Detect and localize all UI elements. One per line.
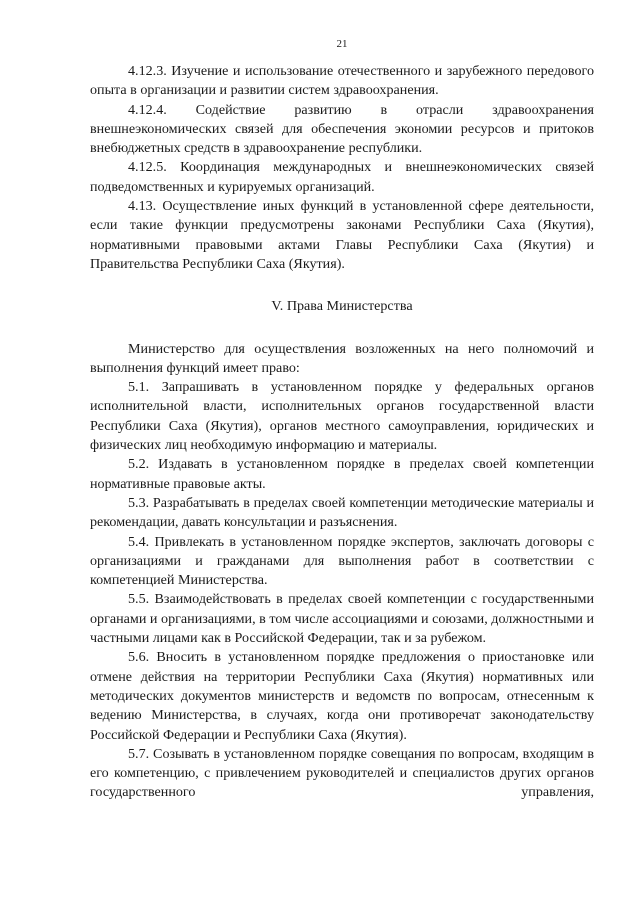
paragraph-4-12-5: 4.12.5. Координация международных и внешнеэкономических связей подведомственных и курируемых организаций. xyxy=(90,159,594,195)
paragraph-5-7: 5.7. Созывать в установленном порядке совещания по вопросам, входящим в его компетенцию, с привлечением руководителей и специалистов других органов государственного управления, xyxy=(90,745,594,801)
paragraph-5-4: 5.4. Привлекать в установленном порядке экспертов, заключать договоры с организациями и гражданами для выполнения работ в соответствии с компетенцией Министерства. xyxy=(90,533,594,589)
paragraph-5-5: 5.5. Взаимодействовать в пределах своей компетенции с государственными органами и организациями, в том числе ассоциациями и союзами, должностными и частными лицами как в Российской Федерации, так и за рубежом. xyxy=(90,591,594,647)
paragraph-intro: Министерство для осуществления возложенных на него полномочий и выполнения функций имеет право: xyxy=(90,340,594,376)
section-heading: V. Права Министерства xyxy=(271,298,413,315)
paragraph-5-3: 5.3. Разрабатывать в пределах своей компетенции методические материалы и рекомендации, давать консультации и разъяснения. xyxy=(90,494,594,531)
page-number: 21 xyxy=(336,38,348,50)
paragraph-4-13: 4.13. Осуществление иных функций в установленной сфере деятельности, если такие функции предусмотрены законами Республики Саха (Якутия), нормативными правовыми актами Главы Республики Саха (Якутия) и Правительства Республики Саха (Якутия). xyxy=(90,198,594,272)
paragraph-5-1: 5.1. Запрашивать в установленном порядке у федеральных органов исполнительной власти, исполнительных органов государственной власти Республики Саха (Якутия), органов местного самоуправления, юридических и физических лиц необходимую информацию и материалы. xyxy=(90,379,594,454)
paragraph-5-2: 5.2. Издавать в установленном порядке в пределах своей компетенции нормативные правовые акты. xyxy=(90,456,594,492)
paragraph-4-12-4: 4.12.4. Содействие развитию в отрасли здравоохранения внешнеэкономических связей для обеспечения экономии ресурсов и притоков внебюджетных средств в здравоохранение республики. xyxy=(90,101,594,157)
paragraph-4-12-3: 4.12.3. Изучение и использование отечественного и зарубежного передового опыта в организации и развитии систем здравоохранения. xyxy=(90,63,594,99)
document-page xyxy=(90,36,594,803)
paragraph-5-6: 5.6. Вносить в установленном порядке предложения о приостановке или отмене действия на территории Республики Саха (Якутия) нормативных или методических документов министерств и ведомств по вопросам, отнесенным к ведению Министерства, в случаях, когда они противоречат законодательству Российской Федерации и Республики Саха (Якутия). xyxy=(90,649,594,743)
